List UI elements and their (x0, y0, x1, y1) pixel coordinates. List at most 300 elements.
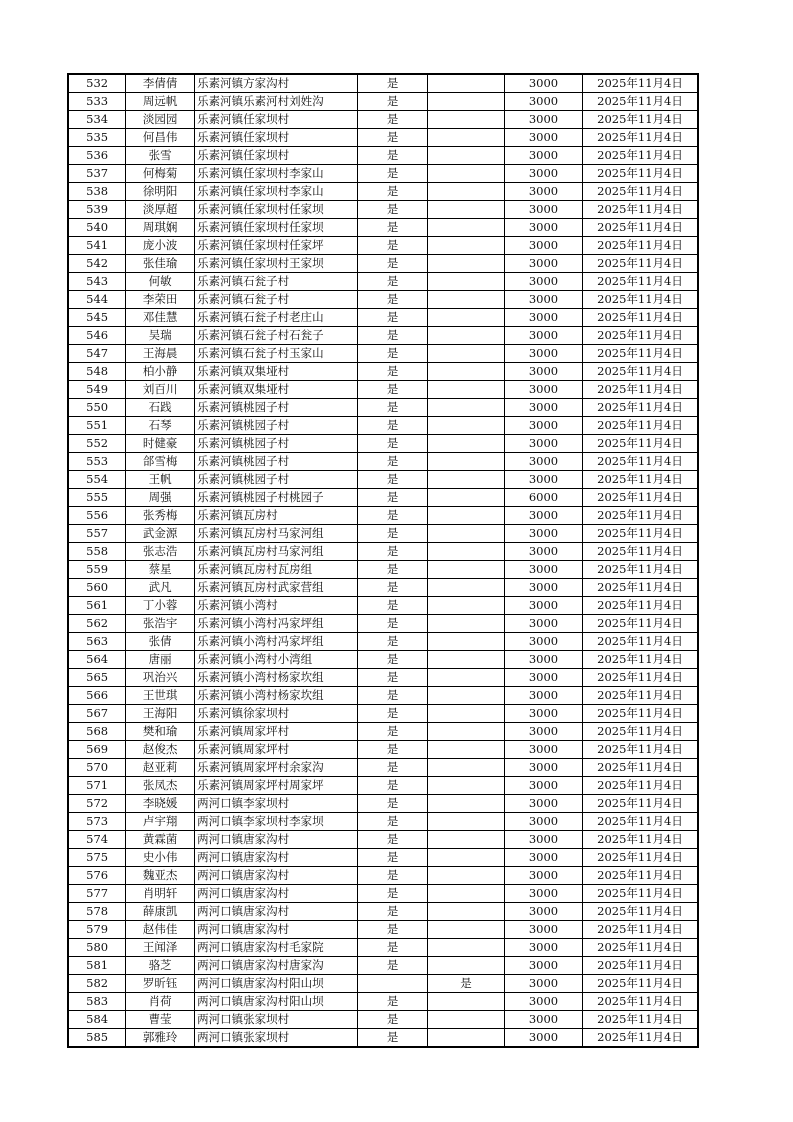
alt-yes-flag-cell (428, 435, 505, 453)
row-number-cell: 552 (68, 435, 126, 453)
alt-yes-flag-cell (428, 309, 505, 327)
address-cell: 乐素河镇桃园子村 (195, 417, 358, 435)
alt-yes-flag-cell (428, 957, 505, 975)
amount-cell: 3000 (504, 669, 582, 687)
date-cell: 2025年11月4日 (582, 795, 698, 813)
alt-yes-flag-cell (428, 381, 505, 399)
yes-flag-cell: 是 (358, 957, 428, 975)
table-row (68, 507, 698, 525)
amount-cell: 3000 (504, 849, 582, 867)
row-number-cell: 570 (68, 759, 126, 777)
yes-flag-cell: 是 (358, 435, 428, 453)
amount-cell: 3000 (504, 885, 582, 903)
yes-flag-cell: 是 (358, 993, 428, 1011)
table-row (68, 903, 698, 921)
address-cell: 两河口镇李家坝村李家坝 (195, 813, 358, 831)
table-row (68, 975, 698, 993)
date-cell: 2025年11月4日 (582, 579, 698, 597)
row-number-cell: 573 (68, 813, 126, 831)
date-cell: 2025年11月4日 (582, 255, 698, 273)
yes-flag-cell: 是 (358, 687, 428, 705)
address-cell: 两河口镇唐家沟村阳山坝 (195, 993, 358, 1011)
yes-flag-cell: 是 (358, 399, 428, 417)
date-cell: 2025年11月4日 (582, 453, 698, 471)
yes-flag-cell: 是 (358, 129, 428, 147)
row-number-cell: 567 (68, 705, 126, 723)
table-row (68, 327, 698, 345)
date-cell: 2025年11月4日 (582, 507, 698, 525)
yes-flag-cell: 是 (358, 273, 428, 291)
yes-flag-cell: 是 (358, 723, 428, 741)
row-number-cell: 556 (68, 507, 126, 525)
name-cell: 王海晨 (126, 345, 195, 363)
alt-yes-flag-cell (428, 543, 505, 561)
table-row (68, 525, 698, 543)
table-row (68, 291, 698, 309)
name-cell: 张雪 (126, 147, 195, 165)
amount-cell: 3000 (504, 1029, 582, 1048)
date-cell: 2025年11月4日 (582, 471, 698, 489)
address-cell: 乐素河镇双集垭村 (195, 381, 358, 399)
amount-cell: 3000 (504, 129, 582, 147)
date-cell: 2025年11月4日 (582, 74, 698, 93)
alt-yes-flag-cell (428, 525, 505, 543)
address-cell: 乐素河镇石瓮子村老庄山 (195, 309, 358, 327)
amount-cell: 3000 (504, 543, 582, 561)
date-cell: 2025年11月4日 (582, 93, 698, 111)
alt-yes-flag-cell (428, 993, 505, 1011)
address-cell: 两河口镇唐家沟村 (195, 849, 358, 867)
row-number-cell: 581 (68, 957, 126, 975)
date-cell: 2025年11月4日 (582, 561, 698, 579)
row-number-cell: 553 (68, 453, 126, 471)
date-cell: 2025年11月4日 (582, 327, 698, 345)
yes-flag-cell: 是 (358, 219, 428, 237)
row-number-cell: 564 (68, 651, 126, 669)
table-row (68, 453, 698, 471)
yes-flag-cell: 是 (358, 381, 428, 399)
date-cell: 2025年11月4日 (582, 669, 698, 687)
amount-cell: 3000 (504, 777, 582, 795)
name-cell: 何梅菊 (126, 165, 195, 183)
row-number-cell: 535 (68, 129, 126, 147)
address-cell: 乐素河镇周家坪村 (195, 741, 358, 759)
amount-cell: 3000 (504, 147, 582, 165)
alt-yes-flag-cell (428, 867, 505, 885)
table-row (68, 867, 698, 885)
alt-yes-flag-cell (428, 183, 505, 201)
table-row (68, 363, 698, 381)
date-cell: 2025年11月4日 (582, 633, 698, 651)
alt-yes-flag-cell (428, 741, 505, 759)
name-cell: 李荣田 (126, 291, 195, 309)
row-number-cell: 583 (68, 993, 126, 1011)
name-cell: 张秀梅 (126, 507, 195, 525)
table-row (68, 273, 698, 291)
row-number-cell: 546 (68, 327, 126, 345)
alt-yes-flag-cell (428, 615, 505, 633)
amount-cell: 3000 (504, 381, 582, 399)
yes-flag-cell: 是 (358, 939, 428, 957)
address-cell: 两河口镇张家坝村 (195, 1029, 358, 1048)
name-cell: 丁小蓉 (126, 597, 195, 615)
name-cell: 唐丽 (126, 651, 195, 669)
address-cell: 乐素河镇小湾村冯家坪组 (195, 615, 358, 633)
date-cell: 2025年11月4日 (582, 489, 698, 507)
amount-cell: 3000 (504, 993, 582, 1011)
amount-cell: 3000 (504, 831, 582, 849)
name-cell: 史小伟 (126, 849, 195, 867)
table-row (68, 435, 698, 453)
amount-cell: 3000 (504, 237, 582, 255)
table-row (68, 129, 698, 147)
date-cell: 2025年11月4日 (582, 183, 698, 201)
row-number-cell: 554 (68, 471, 126, 489)
date-cell: 2025年11月4日 (582, 993, 698, 1011)
amount-cell: 3000 (504, 93, 582, 111)
address-cell: 乐素河镇瓦房村马家河组 (195, 525, 358, 543)
alt-yes-flag-cell (428, 74, 505, 93)
table-row (68, 849, 698, 867)
alt-yes-flag-cell (428, 219, 505, 237)
amount-cell: 3000 (504, 327, 582, 345)
table-row (68, 201, 698, 219)
yes-flag-cell: 是 (358, 903, 428, 921)
alt-yes-flag-cell (428, 651, 505, 669)
table-row (68, 597, 698, 615)
row-number-cell: 544 (68, 291, 126, 309)
yes-flag-cell: 是 (358, 669, 428, 687)
row-number-cell: 558 (68, 543, 126, 561)
date-cell: 2025年11月4日 (582, 309, 698, 327)
row-number-cell: 578 (68, 903, 126, 921)
name-cell: 时健豪 (126, 435, 195, 453)
date-cell: 2025年11月4日 (582, 831, 698, 849)
amount-cell: 3000 (504, 345, 582, 363)
amount-cell: 3000 (504, 633, 582, 651)
address-cell: 乐素河镇瓦房村 (195, 507, 358, 525)
row-number-cell: 539 (68, 201, 126, 219)
yes-flag-cell: 是 (358, 1029, 428, 1048)
amount-cell: 3000 (504, 759, 582, 777)
date-cell: 2025年11月4日 (582, 759, 698, 777)
table-row (68, 237, 698, 255)
alt-yes-flag-cell (428, 363, 505, 381)
date-cell: 2025年11月4日 (582, 705, 698, 723)
alt-yes-flag-cell (428, 813, 505, 831)
yes-flag-cell (358, 975, 428, 993)
yes-flag-cell: 是 (358, 525, 428, 543)
table-row (68, 1011, 698, 1029)
name-cell: 蔡星 (126, 561, 195, 579)
name-cell: 武金源 (126, 525, 195, 543)
amount-cell: 3000 (504, 705, 582, 723)
yes-flag-cell: 是 (358, 201, 428, 219)
address-cell: 乐素河镇瓦房村武家营组 (195, 579, 358, 597)
yes-flag-cell: 是 (358, 543, 428, 561)
table-row (68, 723, 698, 741)
name-cell: 石琴 (126, 417, 195, 435)
date-cell: 2025年11月4日 (582, 219, 698, 237)
yes-flag-cell: 是 (358, 165, 428, 183)
row-number-cell: 538 (68, 183, 126, 201)
yes-flag-cell: 是 (358, 759, 428, 777)
row-number-cell: 562 (68, 615, 126, 633)
address-cell: 两河口镇唐家沟村 (195, 831, 358, 849)
alt-yes-flag-cell (428, 759, 505, 777)
name-cell: 淡厚超 (126, 201, 195, 219)
amount-cell: 3000 (504, 597, 582, 615)
row-number-cell: 532 (68, 74, 126, 93)
amount-cell: 3000 (504, 975, 582, 993)
yes-flag-cell: 是 (358, 849, 428, 867)
address-cell: 乐素河镇任家坝村王家坝 (195, 255, 358, 273)
amount-cell: 3000 (504, 399, 582, 417)
row-number-cell: 563 (68, 633, 126, 651)
address-cell: 两河口镇唐家沟村阳山坝 (195, 975, 358, 993)
amount-cell: 3000 (504, 74, 582, 93)
address-cell: 两河口镇唐家沟村 (195, 885, 358, 903)
address-cell: 乐素河镇任家坝村李家山 (195, 183, 358, 201)
name-cell: 何敏 (126, 273, 195, 291)
alt-yes-flag-cell (428, 579, 505, 597)
date-cell: 2025年11月4日 (582, 615, 698, 633)
date-cell: 2025年11月4日 (582, 687, 698, 705)
row-number-cell: 534 (68, 111, 126, 129)
alt-yes-flag-cell (428, 201, 505, 219)
address-cell: 乐素河镇任家坝村 (195, 111, 358, 129)
alt-yes-flag-cell (428, 237, 505, 255)
amount-cell: 3000 (504, 561, 582, 579)
row-number-cell: 574 (68, 831, 126, 849)
alt-yes-flag-cell (428, 597, 505, 615)
name-cell: 周远帆 (126, 93, 195, 111)
row-number-cell: 545 (68, 309, 126, 327)
address-cell: 乐素河镇瓦房村马家河组 (195, 543, 358, 561)
row-number-cell: 540 (68, 219, 126, 237)
alt-yes-flag-cell (428, 327, 505, 345)
date-cell: 2025年11月4日 (582, 1011, 698, 1029)
address-cell: 乐素河镇周家坪村周家坪 (195, 777, 358, 795)
alt-yes-flag-cell (428, 1029, 505, 1048)
alt-yes-flag-cell (428, 939, 505, 957)
name-cell: 张志浩 (126, 543, 195, 561)
amount-cell: 3000 (504, 813, 582, 831)
name-cell: 张佳瑜 (126, 255, 195, 273)
yes-flag-cell: 是 (358, 327, 428, 345)
address-cell: 乐素河镇乐素河村刘姓沟 (195, 93, 358, 111)
date-cell: 2025年11月4日 (582, 939, 698, 957)
row-number-cell: 577 (68, 885, 126, 903)
table-row (68, 1029, 698, 1048)
alt-yes-flag-cell (428, 111, 505, 129)
address-cell: 乐素河镇小湾村杨家坎组 (195, 687, 358, 705)
date-cell: 2025年11月4日 (582, 201, 698, 219)
name-cell: 淡园园 (126, 111, 195, 129)
table-row (68, 381, 698, 399)
yes-flag-cell: 是 (358, 309, 428, 327)
name-cell: 骆芝 (126, 957, 195, 975)
table-row (68, 219, 698, 237)
address-cell: 两河口镇李家坝村 (195, 795, 358, 813)
alt-yes-flag-cell (428, 291, 505, 309)
address-cell: 乐素河镇任家坝村李家山 (195, 165, 358, 183)
address-cell: 乐素河镇方家沟村 (195, 74, 358, 93)
yes-flag-cell: 是 (358, 93, 428, 111)
amount-cell: 3000 (504, 939, 582, 957)
yes-flag-cell: 是 (358, 471, 428, 489)
alt-yes-flag-cell (428, 345, 505, 363)
amount-cell: 3000 (504, 525, 582, 543)
amount-cell: 3000 (504, 363, 582, 381)
name-cell: 周琪娴 (126, 219, 195, 237)
name-cell: 罗昕钰 (126, 975, 195, 993)
name-cell: 李倩倩 (126, 74, 195, 93)
yes-flag-cell: 是 (358, 921, 428, 939)
table-row (68, 147, 698, 165)
yes-flag-cell: 是 (358, 831, 428, 849)
address-cell: 乐素河镇石瓮子村玉家山 (195, 345, 358, 363)
address-cell: 两河口镇唐家沟村唐家沟 (195, 957, 358, 975)
table-row (68, 399, 698, 417)
amount-cell: 3000 (504, 795, 582, 813)
table-row (68, 705, 698, 723)
alt-yes-flag-cell (428, 687, 505, 705)
amount-cell: 3000 (504, 921, 582, 939)
amount-cell: 6000 (504, 489, 582, 507)
name-cell: 赵俊杰 (126, 741, 195, 759)
table-row (68, 831, 698, 849)
name-cell: 郃雪梅 (126, 453, 195, 471)
amount-cell: 3000 (504, 183, 582, 201)
row-number-cell: 543 (68, 273, 126, 291)
row-number-cell: 571 (68, 777, 126, 795)
date-cell: 2025年11月4日 (582, 129, 698, 147)
table-row (68, 111, 698, 129)
table-row (68, 345, 698, 363)
table-row (68, 993, 698, 1011)
date-cell: 2025年11月4日 (582, 885, 698, 903)
table-row (68, 651, 698, 669)
row-number-cell: 576 (68, 867, 126, 885)
row-number-cell: 584 (68, 1011, 126, 1029)
table-row (68, 543, 698, 561)
yes-flag-cell: 是 (358, 1011, 428, 1029)
date-cell: 2025年11月4日 (582, 903, 698, 921)
address-cell: 乐素河镇任家坝村 (195, 129, 358, 147)
address-cell: 乐素河镇小湾村杨家坎组 (195, 669, 358, 687)
amount-cell: 3000 (504, 309, 582, 327)
alt-yes-flag-cell (428, 723, 505, 741)
alt-yes-flag-cell (428, 471, 505, 489)
row-number-cell: 557 (68, 525, 126, 543)
name-cell: 郭雅玲 (126, 1029, 195, 1048)
yes-flag-cell: 是 (358, 147, 428, 165)
date-cell: 2025年11月4日 (582, 291, 698, 309)
table-row (68, 813, 698, 831)
alt-yes-flag-cell (428, 255, 505, 273)
yes-flag-cell: 是 (358, 561, 428, 579)
row-number-cell: 565 (68, 669, 126, 687)
amount-cell: 3000 (504, 1011, 582, 1029)
alt-yes-flag-cell (428, 165, 505, 183)
address-cell: 乐素河镇周家坪村 (195, 723, 358, 741)
date-cell: 2025年11月4日 (582, 543, 698, 561)
amount-cell: 3000 (504, 219, 582, 237)
table-row (68, 165, 698, 183)
row-number-cell: 542 (68, 255, 126, 273)
address-cell: 乐素河镇桃园子村 (195, 399, 358, 417)
address-cell: 乐素河镇双集垭村 (195, 363, 358, 381)
table-row (68, 939, 698, 957)
alt-yes-flag-cell: 是 (428, 975, 505, 993)
table-row (68, 579, 698, 597)
table-row (68, 74, 698, 93)
alt-yes-flag-cell (428, 399, 505, 417)
yes-flag-cell: 是 (358, 705, 428, 723)
yes-flag-cell: 是 (358, 345, 428, 363)
table-row (68, 633, 698, 651)
alt-yes-flag-cell (428, 903, 505, 921)
yes-flag-cell: 是 (358, 74, 428, 93)
amount-cell: 3000 (504, 579, 582, 597)
row-number-cell: 561 (68, 597, 126, 615)
name-cell: 肖荷 (126, 993, 195, 1011)
address-cell: 乐素河镇徐家坝村 (195, 705, 358, 723)
yes-flag-cell: 是 (358, 417, 428, 435)
date-cell: 2025年11月4日 (582, 417, 698, 435)
table-row (68, 489, 698, 507)
recipient-table (67, 73, 699, 1048)
address-cell: 乐素河镇任家坝村任家坝 (195, 201, 358, 219)
row-number-cell: 560 (68, 579, 126, 597)
name-cell: 柏小静 (126, 363, 195, 381)
name-cell: 肖明轩 (126, 885, 195, 903)
alt-yes-flag-cell (428, 129, 505, 147)
yes-flag-cell: 是 (358, 507, 428, 525)
row-number-cell: 572 (68, 795, 126, 813)
amount-cell: 3000 (504, 867, 582, 885)
table-row (68, 957, 698, 975)
row-number-cell: 541 (68, 237, 126, 255)
row-number-cell: 547 (68, 345, 126, 363)
date-cell: 2025年11月4日 (582, 651, 698, 669)
address-cell: 乐素河镇周家坪村余家沟 (195, 759, 358, 777)
table-row (68, 885, 698, 903)
amount-cell: 3000 (504, 615, 582, 633)
date-cell: 2025年11月4日 (582, 957, 698, 975)
alt-yes-flag-cell (428, 93, 505, 111)
amount-cell: 3000 (504, 165, 582, 183)
amount-cell: 3000 (504, 723, 582, 741)
date-cell: 2025年11月4日 (582, 525, 698, 543)
name-cell: 曹莹 (126, 1011, 195, 1029)
row-number-cell: 566 (68, 687, 126, 705)
alt-yes-flag-cell (428, 669, 505, 687)
name-cell: 赵亚莉 (126, 759, 195, 777)
alt-yes-flag-cell (428, 1011, 505, 1029)
address-cell: 乐素河镇小湾村 (195, 597, 358, 615)
yes-flag-cell: 是 (358, 183, 428, 201)
yes-flag-cell: 是 (358, 237, 428, 255)
yes-flag-cell: 是 (358, 363, 428, 381)
table-row (68, 417, 698, 435)
date-cell: 2025年11月4日 (582, 147, 698, 165)
address-cell: 乐素河镇石瓮子村石瓮子 (195, 327, 358, 345)
table-row (68, 93, 698, 111)
address-cell: 乐素河镇小湾村冯家坪组 (195, 633, 358, 651)
yes-flag-cell: 是 (358, 885, 428, 903)
